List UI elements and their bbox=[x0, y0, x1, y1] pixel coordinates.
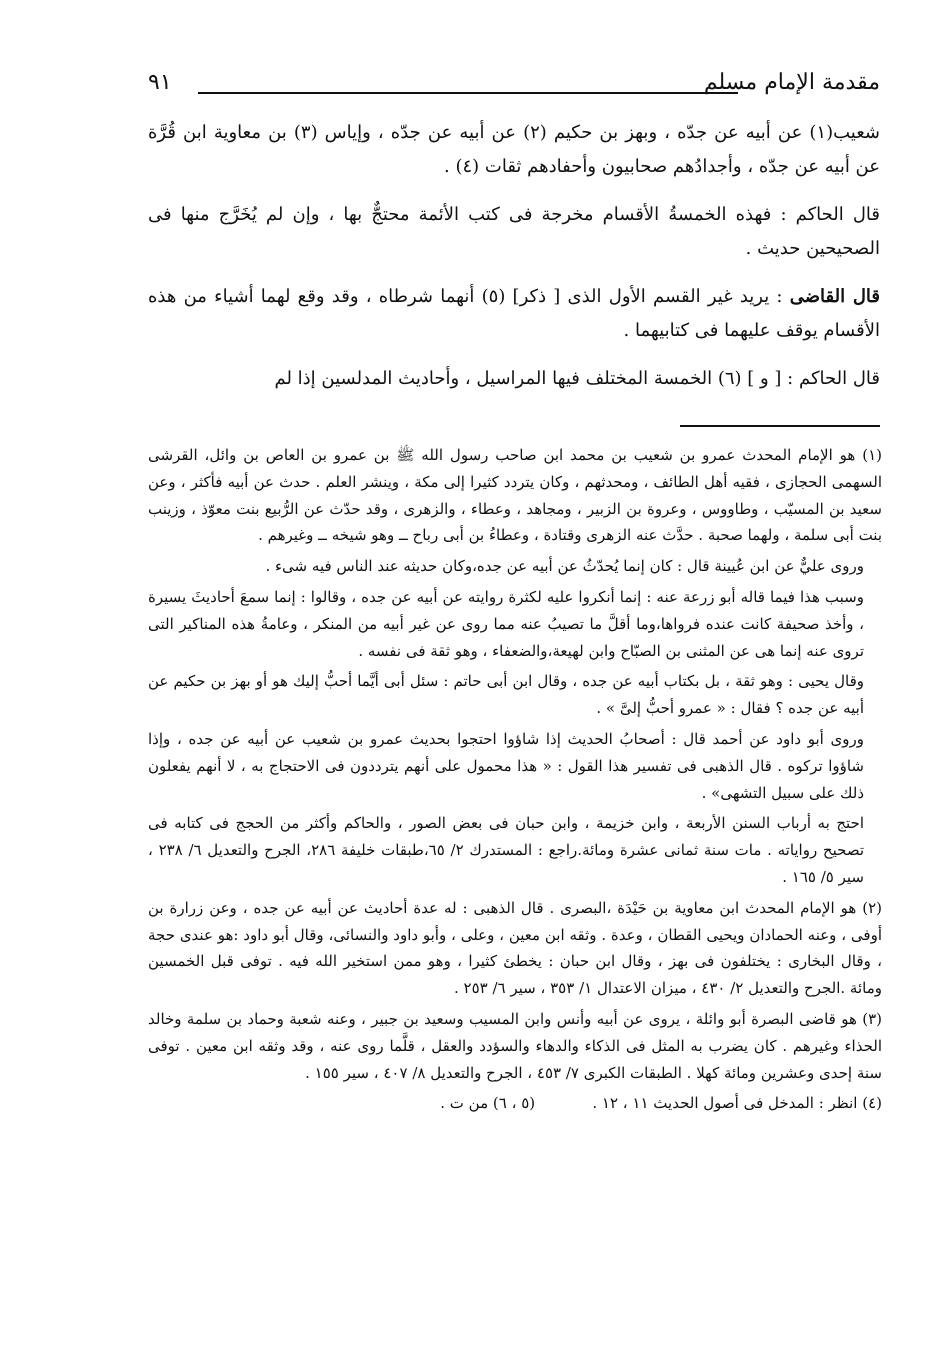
main-text bbox=[148, 116, 880, 410]
footnote-separator bbox=[680, 425, 880, 427]
footnote-4-6 bbox=[148, 1090, 882, 1117]
paragraph-1: شعيب(١) عن أبيه عن جدّه ، وبهز بن حكيم (٢) عن أبيه عن جدّه ، وإياس (٣) بن معاوية ابن قُرَّة عن أبيه عن جدّه ، وأجدادُهم صحابيون وأحفادهم ثقات (٤) . bbox=[148, 122, 880, 177]
footnote-2: (٢) هو الإمام المحدث ابن معاوية بن حَيْدَة ،البصرى . قال الذهبى : له عدة أحاديث عن أبيه عن جده ، وعن زرارة بن أوفى ، وعنه الحمادان ويحيى القطان ، وعدة . وثقه ابن معين ، وعلى ، وأبو داود والنسائى، وقال أبو داود :هو عندى حجة ، وقال البخارى : يختلفون فى بهز ، وقال ابن حبان : يخطئ كثيرا ، وهو ممن استخير الله فيه . توفى قبل الخمسين ومائة .الجرح والتعديل ٢/ ٤٣٠ ، ميزان الاعتدال ١/ ٣٥٣ ، سير ٦/ ٢٥٣ . bbox=[148, 898, 882, 998]
footnote-1-f: احتج به أرباب السنن الأربعة ، وابن خزيمة ، وابن حبان فى بعض الصور ، والحاكم وأكثر من الحجج فى كتابه فى تصحيح رواياته . مات سنة ثمانى عشرة ومائة.راجع : المستدرك ٢/ ٦٥،طبقات خليفة ٢٨٦، الجرح والتعديل ٦/ ٢٣٨ ، سير ٥/ ١٦٥ . bbox=[148, 814, 865, 886]
page-header bbox=[148, 70, 880, 104]
footnote-1-d: وقال يحيى : وهو ثقة ، بل بكتاب أبيه عن جده ، وقال ابن أبى حاتم : سئل أبى أيَّما أحبُّ إليك هو أو بهز بن حكيم عن أبيه عن جده ؟ فقال : « عمرو أحبُّ إلىَّ » . bbox=[148, 672, 864, 718]
footnote-1-b: وروى عليٌّ عن ابن عُيينة قال : كان إنما يُحدّثُ عن أبيه عن جده،وكان حديثه عند الناس فيه شىء . bbox=[265, 557, 864, 576]
paragraph-3 bbox=[148, 280, 880, 348]
footnotes bbox=[148, 442, 882, 1121]
paragraph-2: قال الحاكم : فهذه الخمسةُ الأقسام مخرجة فى كتب الأئمة محتجٌّ بها ، وإن لم يُخَرَّج منها فى الصحيحين حديث . bbox=[148, 204, 880, 259]
qadi-label: قال القاضى bbox=[789, 286, 880, 307]
paragraph-4: قال الحاكم : [ و ] (٦) الخمسة المختلف فيها المراسيل ، وأحاديث المدلسين إذا لم bbox=[274, 368, 880, 389]
footnote-4: (٤) انظر : المدخل فى أصول الحديث ١١ ، ١٢ . bbox=[592, 1094, 882, 1113]
page-number: ٩١ bbox=[148, 70, 172, 95]
paragraph-3-text: : يريد غير القسم الأول الذى [ ذكر] (٥) أنهما شرطاه ، وقد وقع لهما أشياء من هذه الأقسام يوقف عليهما فى كتابيهما . bbox=[148, 286, 880, 341]
footnote-3: (٣) هو قاضى البصرة أبو وائلة ، يروى عن أبيه وأنس وابن المسيب وسعيد بن جبير ، وعنه شعبة وحماد بن سلمة وخالد الحذاء وغيرهم . كان يضرب به المثل فى الذكاء والدهاء والسؤدد والعقل ، قلَّما روى عنه ، وقد وثقه ابن معين . توفى سنة إحدى وعشرين ومائة كهلا . الطبقات الكبرى ٧/ ٤٥٣ ، الجرح والتعديل ٨/ ٤٠٧ ، سير ١٥٥ . bbox=[148, 1009, 882, 1082]
header-rule bbox=[198, 92, 738, 94]
running-title: مقدمة الإمام مسلم bbox=[703, 70, 880, 95]
footnote-5-6: (٥ ، ٦) من ت . bbox=[440, 1094, 536, 1113]
footnote-1: (١) هو الإمام المحدث عمرو بن شعيب بن محمد ابن صاحب رسول الله ﷺ بن عمرو بن العاص بن وائل، القرشى السهمى الحجازى ، فقيه أهل الطائف ، ومحدثهم ، وكان يتردد كثيرا إلى مكة ، وينشر العلم . حدث عن أبيه فأكثر ، وعن سعيد بن المسيّب ، وطاووس ، وعروة بن الزبير ، ومجاهد ، وعطاء ، والزهرى ، وقد حدّث عن الرُّبيع بنت معوّذ ، وزينب بنت أبى سلمة ، ولهما صحبة . حدَّث عنه الزهرى وقتادة ، وعطاءُ بن أبى رباح ــ وهو شيخه ــ وغيرهم . bbox=[148, 446, 882, 545]
footnote-1-c: وسبب هذا فيما قاله أبو زرعة عنه : إنما أنكروا عليه لكثرة روايته عن أبيه عن جده ، وقالوا : إنما سمعَ أحاديثَ يسيرة ، وأخذ صحيفة كانت عنده فرواها،وما أقلَّ ما تصيبُ عنه مما روى عن غير أبيه من المنكر ، وعامةُ هذه المناكير التى تروى عنه إنما هى عن المثنى بن الصبّاح وابن لهيعة،والضعفاء ، وهو ثقة فى نفسه . bbox=[148, 587, 864, 660]
footnote-1-e: وروى أبو داود عن أحمد قال : أصحابُ الحديث إذا شاؤوا احتجوا بحديث عمرو بن شعيب عن أبيه عن جده ، وإذا شاؤوا تركوه . قال الذهبى فى تفسير هذا القول : « هذا محمول على أنهم يترددون فى الاحتجاج به ، لا أنهم يفعلون ذلك على سبيل التشهى» . bbox=[148, 729, 864, 802]
